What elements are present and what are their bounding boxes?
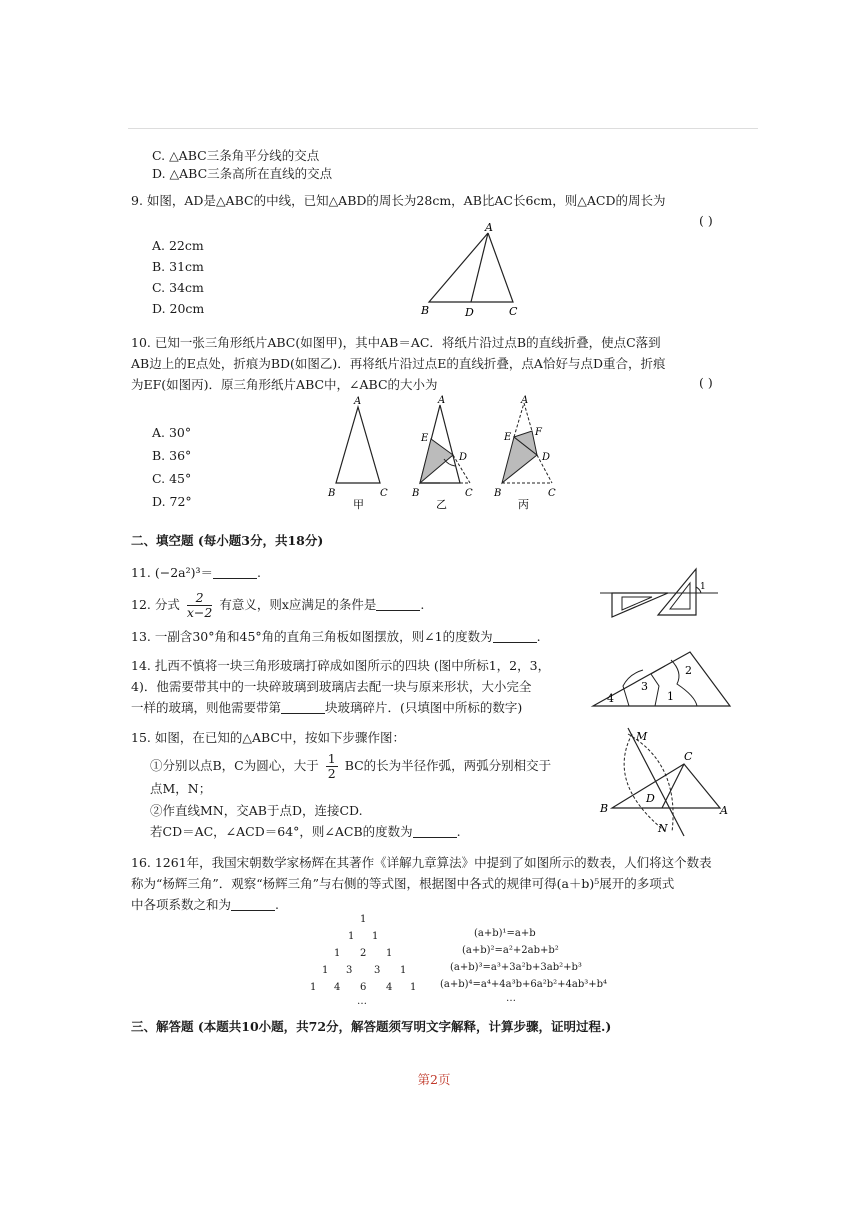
q15-label-m: M (636, 730, 648, 743)
q15-answer-blank (413, 825, 457, 838)
svg-text:C: C (548, 488, 556, 499)
q12-answer-blank (376, 598, 420, 611)
q11: 11. (−2a²)³＝ . (131, 565, 261, 580)
q10-option-a: A. 30° (152, 425, 192, 440)
q13: 13. 一副含30°角和45°角的直角三角板如图摆放，则∠1的度数为 . (131, 629, 541, 644)
svg-text:B: B (328, 488, 336, 499)
q15-label-b: B (600, 802, 609, 815)
q10-caption-jia: 甲 (353, 498, 364, 511)
q14-stem-line2: 4)．他需要带其中的一块碎玻璃到玻璃店去配一块与原来形状，大小完全 (131, 679, 532, 694)
q13-angle-label: 1 (700, 582, 706, 592)
q9-answer-paren: ( ) (699, 213, 713, 228)
q16-stem-line2: 称为“杨辉三角”．观察“杨辉三角”与右侧的等式图，根据图中各式的规律可得(a＋b)⁵展开的多项式 (131, 876, 675, 891)
q10-option-d: D. 72° (152, 494, 192, 509)
q16-stem-line1: 16. 1261年，我国宋朝数学家杨辉在其著作《详解九章算法》中提到了如图所示的数表，人们将这个数表 (131, 855, 712, 870)
q10-figure-jia (327, 396, 388, 511)
q9-option-d: D. 20cm (152, 301, 205, 316)
q15-condition: 若CD＝AC，∠ACD＝64°，则∠ACB的度数为 . (150, 824, 461, 839)
q15-label-d: D (646, 792, 655, 805)
q9-label-b: B (421, 304, 430, 317)
q10-caption-yi: 乙 (436, 498, 447, 511)
q16-stem-line3: 中各项系数之和为 . (131, 897, 279, 912)
q9-option-b: B. 31cm (152, 259, 204, 274)
q10-fold-figures (322, 393, 572, 515)
q10-option-c: C. 45° (152, 471, 192, 486)
q15-label-c: C (684, 750, 693, 763)
q13-set-squares-figure (600, 567, 720, 625)
q14-piece-3: 3 (641, 680, 648, 693)
q10-stem-line1: 10. 已知一张三角形纸片ABC(如图甲)，其中AB＝AC．将纸片沿过点B的直线折叠，使点C落到 (131, 335, 661, 350)
svg-text:C: C (380, 488, 388, 499)
q11-answer-blank (213, 566, 257, 579)
q13-answer-blank (493, 630, 537, 643)
q15-label-n: N (658, 822, 668, 835)
section3-heading: 三、解答题 (本题共10小题，共72分，解答题须写明文字解释，计算步骤，证明过程.) (131, 1019, 612, 1034)
q15-step1: ①分别以点B，C为圆心，大于 $\frac{1}{2}$ BC的长为半径作弧，两弧分别相交于 (150, 751, 552, 781)
svg-text:E: E (421, 433, 429, 444)
q16-answer-blank (231, 898, 275, 911)
svg-text:C: C (465, 488, 473, 499)
svg-text:F: F (535, 427, 542, 438)
q15-label-a: A (720, 804, 728, 817)
svg-text:D: D (459, 452, 468, 463)
q12: 12. 分式 $\frac{2}{x-2}$ 有意义，则x应满足的条件是 . (131, 590, 425, 620)
q14-broken-glass-figure (585, 644, 735, 712)
q15-step1-cont: 点M，N； (150, 781, 212, 796)
svg-text:D: D (542, 452, 551, 463)
q10-caption-bing: 丙 (518, 498, 529, 511)
q10-stem-line3: 为EF(如图丙)．原三角形纸片ABC中，∠ABC的大小为 (131, 377, 438, 392)
q9-triangle-figure (415, 220, 535, 320)
q14-piece-4: 4 (607, 692, 614, 705)
svg-text:A: A (438, 395, 446, 406)
q9-label-c: C (509, 305, 518, 318)
q14-piece-2: 2 (685, 664, 692, 677)
q9-label-a: A (485, 221, 493, 234)
q14-stem-line3: 一样的玻璃，则他需要带第 块玻璃碎片．(只填图中所标的数字) (131, 700, 523, 715)
q8-option-c: C. △ABC三条角平分线的交点 (152, 148, 320, 163)
q14-piece-1: 1 (667, 690, 674, 703)
page-number: 第2页 (417, 1072, 451, 1087)
q15-construction-figure (596, 724, 736, 840)
svg-text:A: A (354, 396, 362, 407)
q9-option-a: A. 22cm (152, 238, 204, 253)
q10-figure-yi (411, 395, 473, 511)
q9-label-d: D (465, 306, 474, 319)
q10-option-b: B. 36° (152, 448, 192, 463)
section2-heading: 二、填空题 (每小题3分，共18分) (131, 533, 324, 548)
q15-fraction: $\frac{1}{2}$ (327, 751, 336, 781)
q14-stem-line1: 14. 扎西不慎将一块三角形玻璃打碎成如图所示的四块 (图中所标1，2，3， (131, 658, 551, 673)
page-top-divider (128, 128, 758, 129)
q10-stem-line2: AB边上的E点处，折痕为BD(如图乙)．再将纸片沿过点E的直线折叠，点A恰好与点D重合，折痕 (131, 356, 666, 371)
svg-text:B: B (412, 488, 420, 499)
svg-text:E: E (504, 432, 512, 443)
q9-option-c: C. 34cm (152, 280, 204, 295)
q10-figure-bing (493, 395, 556, 511)
q14-answer-blank (281, 701, 325, 714)
svg-text:A: A (521, 395, 529, 406)
q12-fraction: $\frac{2}{x-2}$ (186, 590, 213, 620)
q8-option-d: D. △ABC三条高所在直线的交点 (152, 166, 333, 181)
q10-answer-paren: ( ) (699, 375, 713, 390)
q15-step2: ②作直线MN，交AB于点D，连接CD. (150, 803, 363, 818)
svg-text:B: B (494, 488, 502, 499)
q9-stem: 9. 如图，AD是△ABC的中线，已知△ABD的周长为28cm，AB比AC长6cm，则△ACD的周长为 (131, 193, 666, 208)
q15-stem-line1: 15. 如图，在已知的△ABC中，按如下步骤作图： (131, 730, 405, 745)
